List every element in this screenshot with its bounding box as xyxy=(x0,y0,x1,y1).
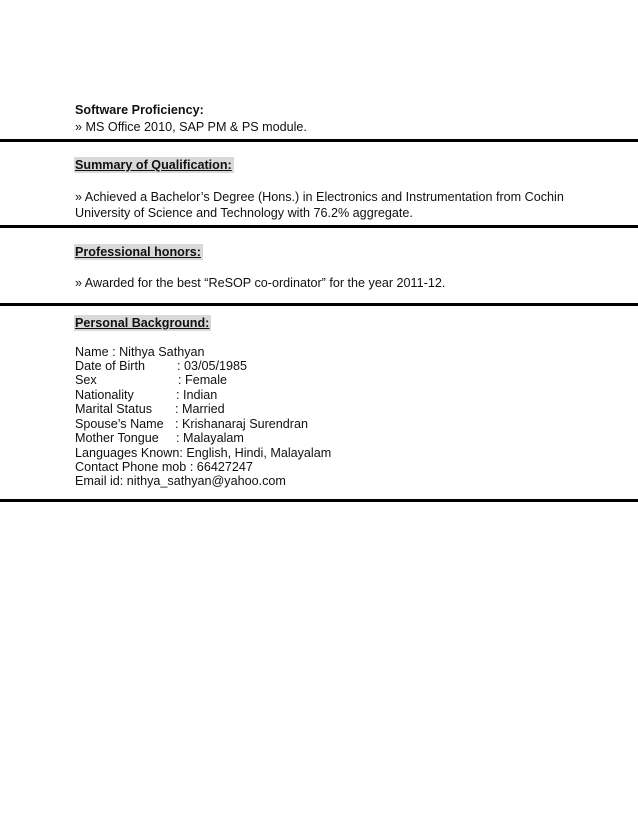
dob-label: Date of Birth xyxy=(75,359,145,373)
marital-label: Marital Status xyxy=(75,402,152,416)
honors-heading-text: Professional honors: xyxy=(75,245,201,259)
honors-line: » Awarded for the best “ReSOP co-ordinator” for the year 2011-12. xyxy=(75,276,446,290)
personal-heading-text: Personal Background: xyxy=(75,316,210,330)
software-heading: Software Proficiency: xyxy=(75,103,204,117)
spouse-label: Spouse’s Name xyxy=(75,417,164,431)
name-field: Name : Nithya Sathyan xyxy=(75,345,205,359)
nationality-label: Nationality xyxy=(75,388,134,402)
qualification-line-1: » Achieved a Bachelor’s Degree (Hons.) in Electronics and Instrumentation from Cochin xyxy=(75,190,564,204)
contact-field: Contact Phone mob : 66427247 xyxy=(75,460,253,474)
qualification-heading-text: Summary of Qualification: xyxy=(75,158,232,172)
personal-heading xyxy=(75,316,211,330)
tongue-value: : Malayalam xyxy=(176,431,244,445)
qualification-line-2: University of Science and Technology with 76.2% aggregate. xyxy=(75,206,413,220)
email-field: Email id: nithya_sathyan@yahoo.com xyxy=(75,474,286,488)
honors-heading xyxy=(75,245,203,259)
spouse-value: : Krishanaraj Surendran xyxy=(175,417,309,431)
languages-field: Languages Known: English, Hindi, Malayalam xyxy=(75,446,332,460)
sex-label: Sex xyxy=(75,373,97,387)
section-divider xyxy=(0,303,638,306)
section-divider xyxy=(0,225,638,228)
dob-value: : 03/05/1985 xyxy=(177,359,248,373)
qualification-heading xyxy=(75,158,234,172)
section-divider xyxy=(0,499,638,502)
nationality-value: : Indian xyxy=(176,388,218,402)
sex-value: : Female xyxy=(178,373,227,387)
tongue-label: Mother Tongue xyxy=(75,431,159,445)
section-divider xyxy=(0,139,638,142)
marital-value: : Married xyxy=(175,402,225,416)
software-line: » MS Office 2010, SAP PM & PS module. xyxy=(75,120,307,134)
